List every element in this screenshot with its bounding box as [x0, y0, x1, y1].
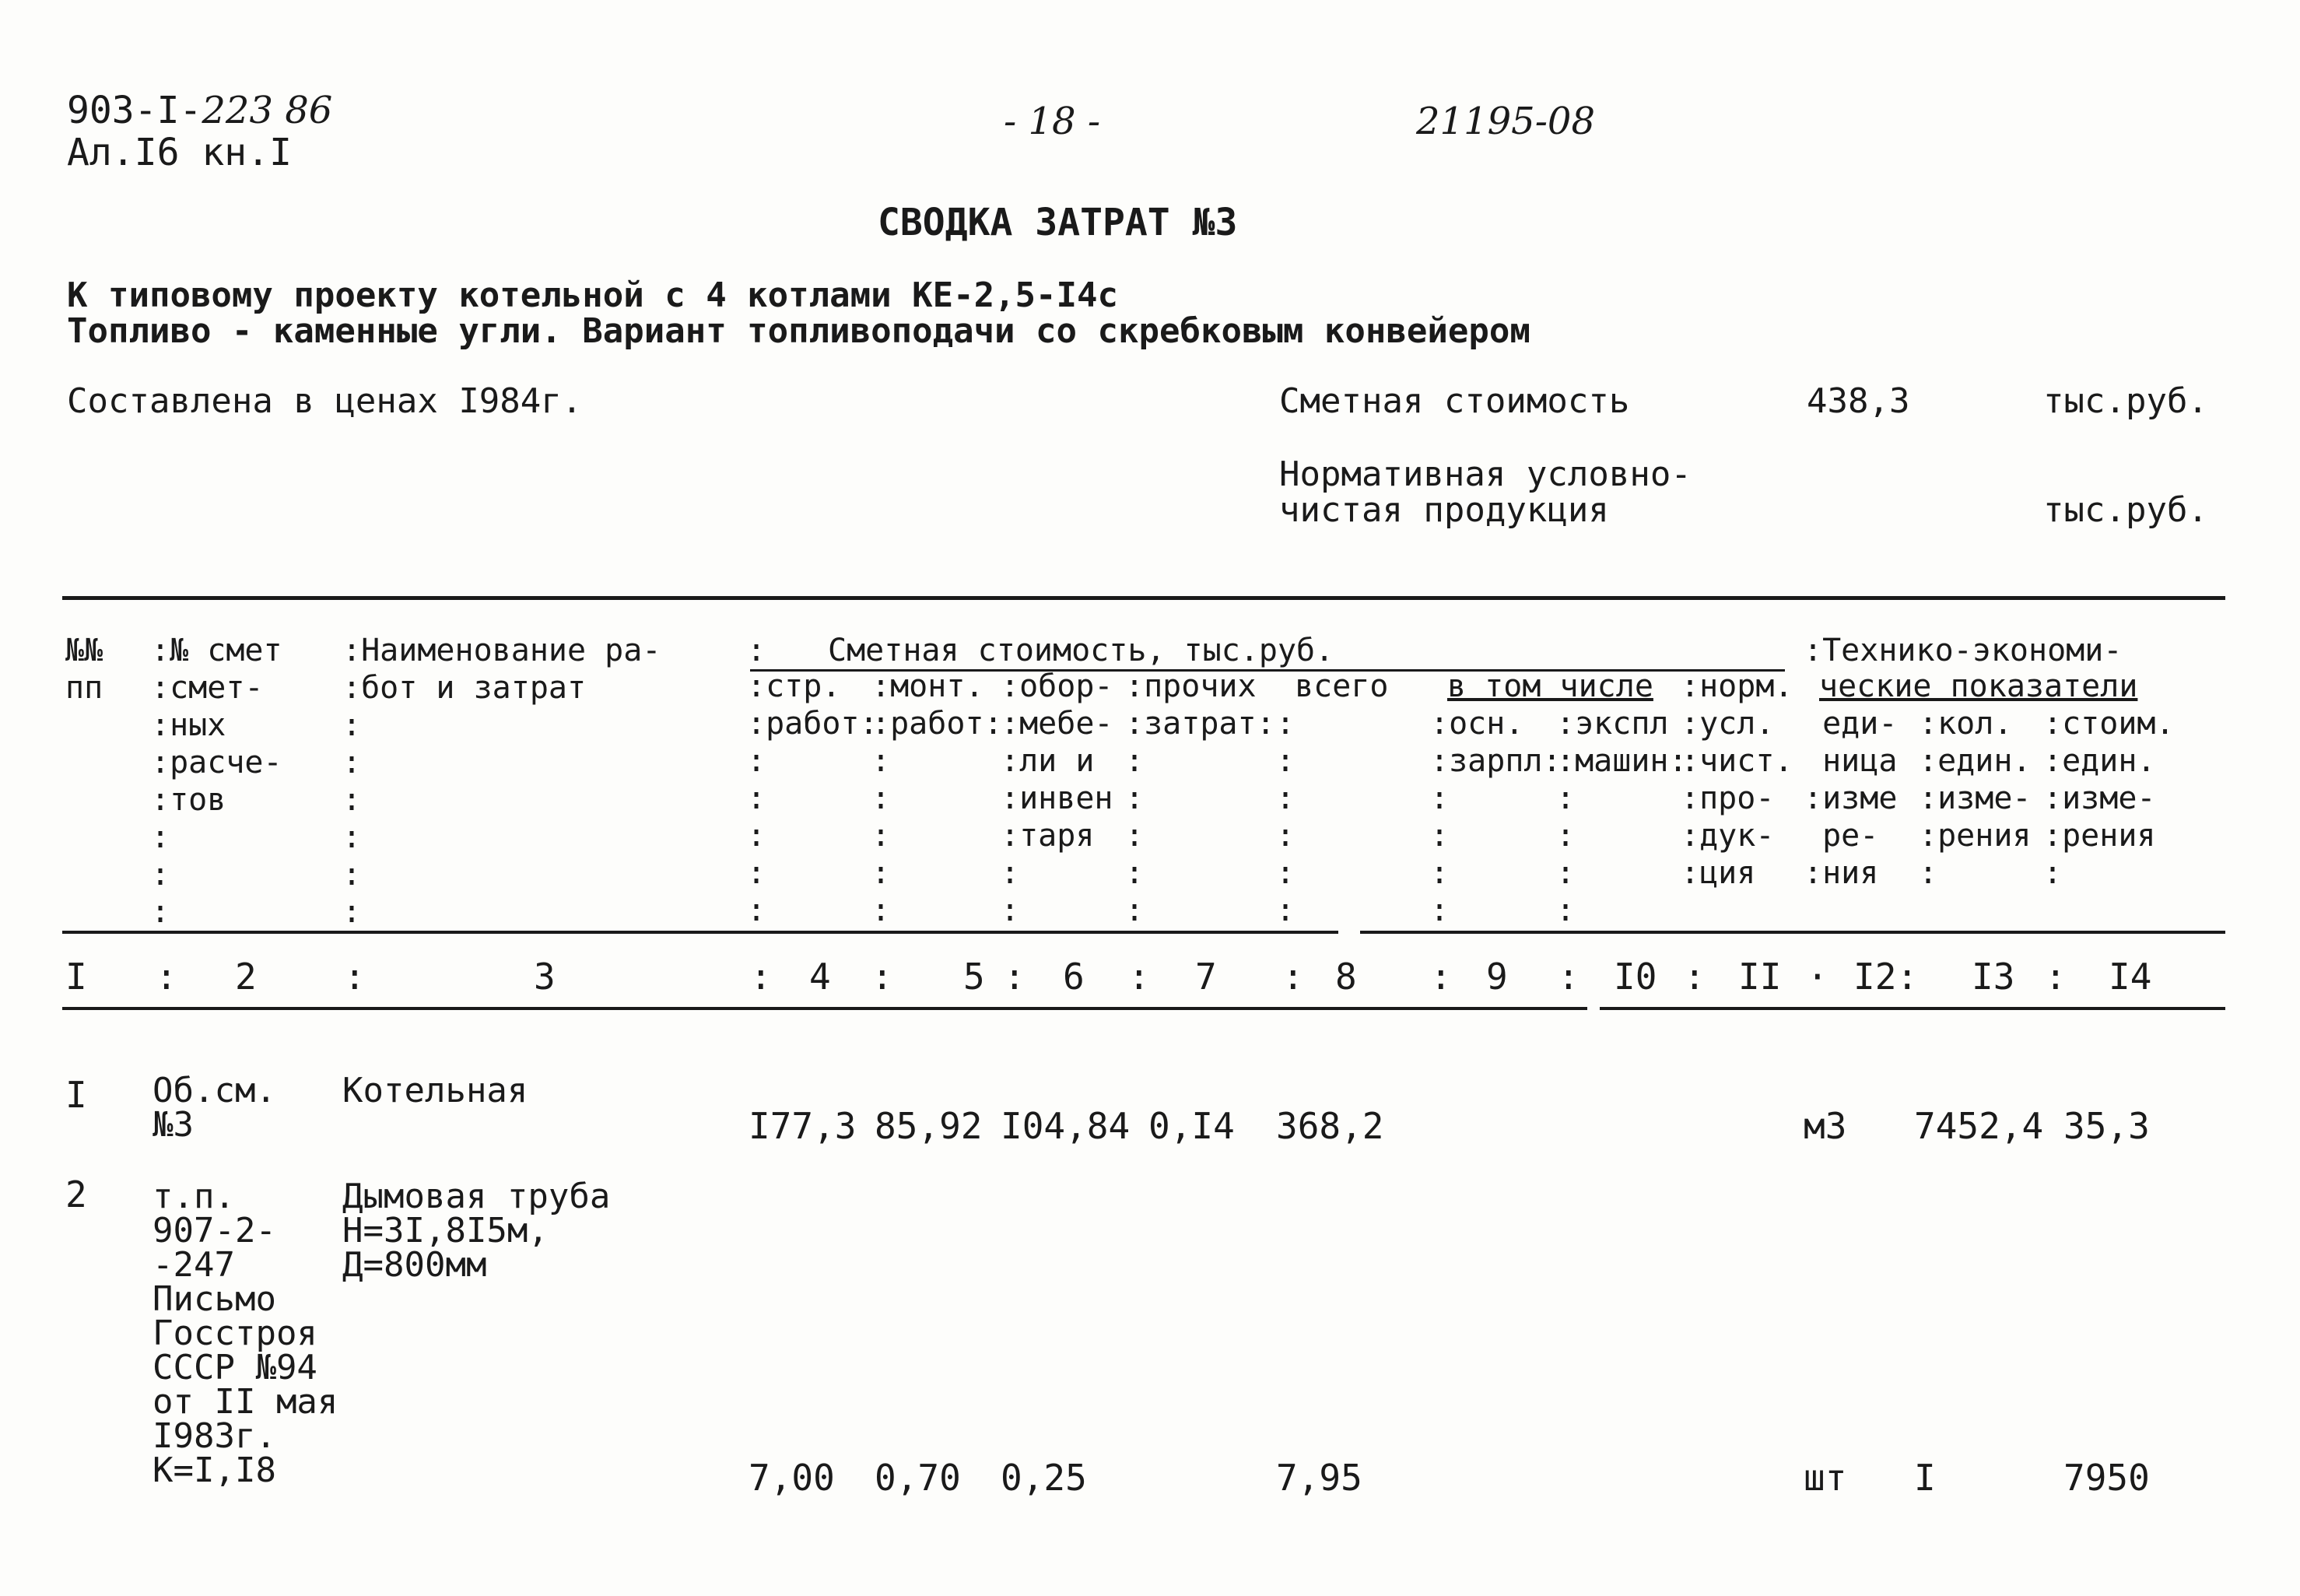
doc-code-line2: Ал.I6 кн.I [67, 131, 292, 174]
row-construction-cost: 7,00 [749, 1457, 835, 1499]
header-sub-machine-operation: :экспл :машин: : : : : [1556, 706, 1688, 928]
column-number-11: II [1738, 956, 1782, 998]
header-sub-unit: еди- ница :изме ре- :ния [1804, 706, 1898, 891]
subtitle-line1: К типовому проекту котельной с 4 котлами КЕ-2,5-I4с [67, 275, 1119, 315]
column-number-sep: : [1282, 956, 1304, 998]
doc-code-prefix: 903-I- [67, 89, 202, 132]
column-number-12: I2: [1853, 956, 1919, 998]
header-sub-net-product: :норм. :усл. :чист. :про- :дук- :ция [1681, 668, 1793, 891]
column-number-sep: : [1128, 956, 1150, 998]
header-group-included: в том числе [1447, 668, 1653, 704]
column-number-8: 8 [1335, 956, 1357, 998]
header-sub-unit-cost: :стоим. :един. :изме- :рения : [2043, 706, 2175, 891]
archive-number: 21195-08 [1416, 100, 1595, 143]
column-number-sep: : [1430, 956, 1452, 998]
column-number-sep: · [1807, 956, 1828, 998]
column-number-sep: : [156, 956, 177, 998]
row-installation-cost: 85,92 [875, 1105, 983, 1147]
table-top-rule [62, 596, 2225, 600]
net-product-label-line2: чистая продукция [1279, 490, 1609, 530]
header-sub-equipment: :обор- :мебе- :ли и :инвен :таря : : [1001, 668, 1113, 928]
column-number-4: 4 [809, 956, 831, 998]
row-construction-cost: I77,3 [749, 1105, 857, 1147]
row-unit-cost: 7950 [2063, 1457, 2150, 1499]
row-unit: м3 [1804, 1105, 1847, 1147]
row-quantity: 7452,4 [1914, 1105, 2044, 1147]
net-product-unit: тыс.руб. [2043, 490, 2208, 530]
column-number-7: 7 [1195, 956, 1217, 998]
header-col-name: :Наименование ра- :бот и затрат : : : : : : [342, 633, 661, 930]
column-number-14: I4 [2109, 956, 2152, 998]
net-product-label-line1: Нормативная условно- [1279, 454, 1692, 494]
header-group-cost: Сметная стоимость, тыс.руб. [828, 633, 1334, 668]
page-title: СВОДКА ЗАТРАТ №3 [878, 201, 1238, 244]
column-number-2: 2 [235, 956, 257, 998]
header-sub-construction: :стр. :работ: : : : : : [747, 668, 878, 928]
row-total-cost: 7,95 [1276, 1457, 1362, 1499]
column-number-sep: : [344, 956, 366, 998]
estimate-cost-label: Сметная стоимость [1279, 381, 1630, 421]
header-bottom-rule-right [1360, 931, 2225, 934]
column-number-sep: : [2045, 956, 2067, 998]
row-unit: шт [1804, 1457, 1847, 1499]
column-number-5: 5 [963, 956, 985, 998]
colnum-bottom-rule-left [62, 1007, 1587, 1010]
row-equipment-cost: I04,84 [1001, 1105, 1131, 1147]
header-group-tech-2: ческие показатели [1819, 668, 2138, 704]
column-number-sep: : [1558, 956, 1579, 998]
row-estimate-ref: Об.см. №3 [153, 1071, 276, 1145]
row-work-name: Котельная [342, 1071, 528, 1110]
row-equipment-cost: 0,25 [1001, 1457, 1087, 1499]
row-number: I [65, 1074, 87, 1116]
row-installation-cost: 0,70 [875, 1457, 961, 1499]
row-work-name: Дымовая труба Н=3I,8I5м, Д=800мм [342, 1177, 611, 1285]
column-number-6: 6 [1063, 956, 1085, 998]
colnum-bottom-rule-right [1600, 1007, 2225, 1010]
subtitle-line2: Топливо - каменные угли. Вариант топливоподачи со скребковым конвейером [67, 311, 1530, 351]
estimate-cost-unit: тыс.руб. [2043, 381, 2208, 421]
row-number: 2 [65, 1173, 87, 1215]
row-estimate-ref: т.п. 907-2- -247 Письмо Госстроя СССР №94 от II мая I983г. К=I,I8 [153, 1177, 338, 1490]
header-col-number: №№ пп [65, 633, 103, 706]
doc-code-handwritten: 223 86 [202, 89, 333, 132]
header-bottom-rule-left [62, 931, 1338, 934]
row-other-cost: 0,I4 [1148, 1105, 1235, 1147]
row-quantity: I [1914, 1457, 1936, 1499]
header-group-tech: :Технико-экономи- [1804, 633, 2123, 668]
column-number-10: I0 [1614, 956, 1657, 998]
row-total-cost: 368,2 [1276, 1105, 1384, 1147]
column-number-3: 3 [534, 956, 556, 998]
column-number-sep: : [871, 956, 893, 998]
doc-code-line1 [67, 89, 333, 132]
estimate-cost-value: 438,3 [1807, 381, 1910, 421]
header-cost-colon: : [747, 633, 766, 668]
column-number-1: I [65, 956, 87, 998]
row-unit-cost: 35,3 [2063, 1105, 2150, 1147]
page-number: - 18 - [1004, 100, 1101, 143]
header-sub-base-wages: :осн. :зарпл: : : : : [1430, 706, 1562, 928]
header-sub-quantity: :кол. :един. :изме- :рения : [1919, 706, 2032, 891]
header-sub-other: :прочих :затрат: : : : : : [1125, 668, 1275, 928]
header-sub-total: всего : : : : : : [1276, 668, 1389, 928]
header-sub-installation: :монт. :работ: : : : : : [871, 668, 1003, 928]
prices-basis: Составлена в ценах I984г. [67, 381, 583, 421]
column-number-9: 9 [1486, 956, 1508, 998]
column-number-13: I3 [1972, 956, 2015, 998]
column-number-sep: : [750, 956, 772, 998]
header-col-estimate-ref: :№ смет :смет- :ных :расче- :тов : : : [151, 633, 282, 930]
column-number-sep: : [1684, 956, 1706, 998]
column-number-sep: : [1004, 956, 1026, 998]
